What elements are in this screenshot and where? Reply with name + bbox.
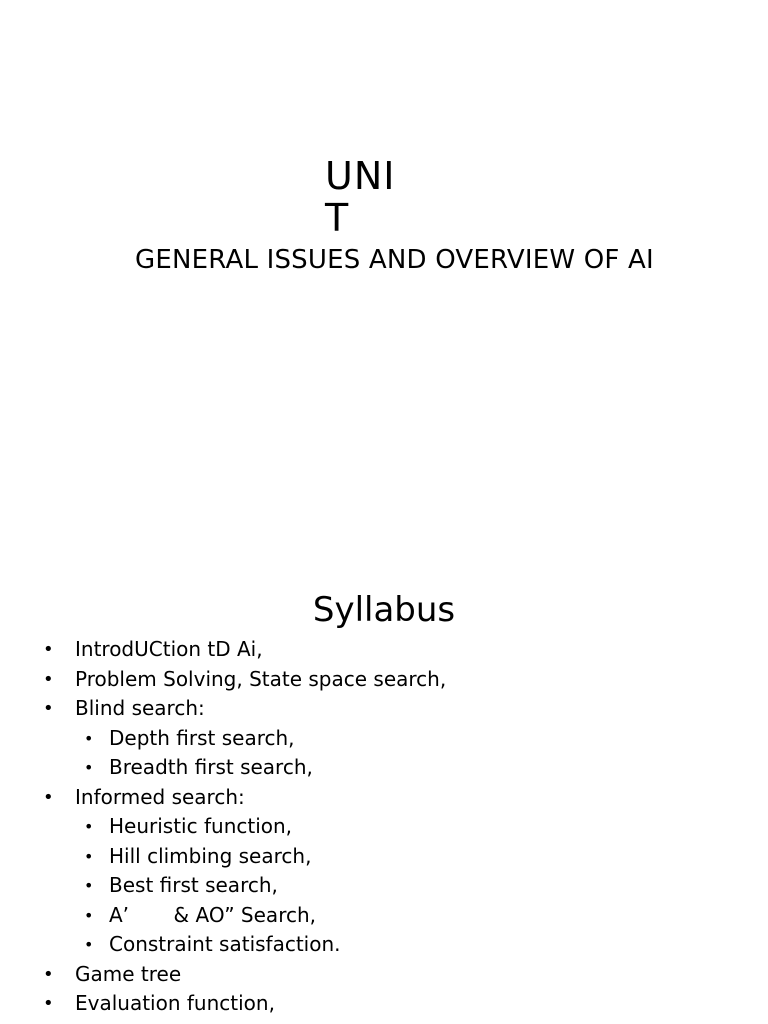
unit-title: UNIT — [325, 154, 396, 240]
syllabus-list — [0, 635, 446, 1019]
bullet-icon: • — [43, 639, 54, 660]
sub-list-item — [0, 842, 446, 872]
list-item — [0, 635, 446, 665]
bullet-icon: • — [43, 993, 54, 1014]
list-item — [0, 989, 446, 1019]
unit-subtitle: GENERAL ISSUES AND OVERVIEW OF AI — [135, 245, 654, 275]
list-item-text: Informed search: — [75, 784, 245, 809]
list-item-text: Constraint satisfaction. — [109, 932, 341, 956]
list-item — [0, 694, 446, 724]
syllabus-slide — [0, 560, 768, 1024]
list-item-text: IntrodUCtion tD Ai, — [75, 637, 263, 661]
bullet-icon: • — [43, 963, 54, 985]
bullet-icon: • — [84, 728, 94, 748]
list-item-text: A’ & AO” Search, — [109, 902, 317, 927]
bullet-icon: • — [84, 905, 94, 925]
syllabus-title: Syllabus — [312, 590, 456, 630]
sub-list-item — [0, 871, 446, 901]
list-item-text: Heuristic function, — [109, 814, 293, 838]
sub-list-item — [0, 901, 446, 931]
bullet-icon: • — [43, 698, 54, 719]
list-item-text: Blind search: — [75, 696, 205, 720]
list-item-text: Problem Solving, State space search, — [75, 666, 447, 691]
bullet-icon: • — [84, 817, 94, 836]
bullet-icon: • — [84, 876, 94, 895]
list-item — [0, 665, 446, 695]
list-item — [0, 960, 446, 990]
sub-list-item — [0, 930, 446, 960]
list-item-text: Breadth first search, — [109, 755, 313, 779]
list-item-text: Game tree — [75, 961, 182, 986]
list-item-text: Depth first search, — [109, 725, 295, 750]
list-item — [0, 783, 446, 813]
list-item-text: Hill climbing search, — [109, 843, 312, 868]
bullet-icon: • — [43, 668, 54, 690]
sub-list-item — [0, 724, 446, 754]
sub-list-item — [0, 753, 446, 783]
bullet-icon: • — [84, 935, 94, 954]
list-item-text: Evaluation function, — [75, 991, 275, 1015]
bullet-icon: • — [84, 758, 94, 777]
bullet-icon: • — [43, 786, 54, 808]
list-item-text: Best first search, — [109, 873, 278, 897]
sub-list-item — [0, 812, 446, 842]
bullet-icon: • — [84, 846, 94, 866]
